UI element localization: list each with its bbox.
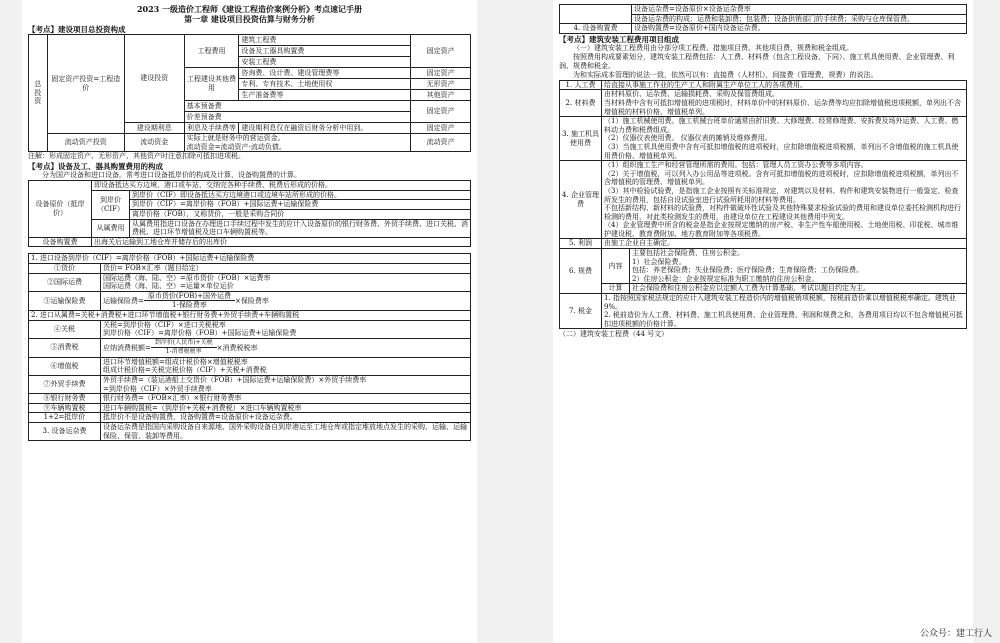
formula-cell xyxy=(101,338,471,357)
table-cell-line: 包括：养老保险费；失业保险费；医疗保险费；生育保险费；工伤保险费。 xyxy=(632,266,863,275)
table-cell: 设备运杂费=设备原价×设备运杂费率 xyxy=(632,5,967,15)
table-cell: 内容 xyxy=(602,249,630,284)
fraction-numerator: 原币货价(FOB)+国外运费 xyxy=(144,292,235,302)
table-cell-line: 进口环节增值税额=组成计税价格×增值税税率 xyxy=(103,357,248,366)
table-cell-line: 国际运费（海、陆、空）=运量×单位运价 xyxy=(103,282,234,291)
section-heading: 【考点】建设项目总投资构成 xyxy=(28,25,126,34)
table-cell xyxy=(101,273,471,291)
table-cell: ③运输保险费 xyxy=(29,291,101,310)
table-cell-line: 2. 税前造价为人工费、材料费、施工机具使用费、企业管理费、利润和规费之和，各费用项目均以不包含增值税可抵扣进项税额的价格计算。 xyxy=(604,311,963,328)
table-cell: 银行财务费=（FOB×汇率）×银行财务费率 xyxy=(101,394,471,404)
table-cell-line: （3）当施工机具使用费中含有可抵扣增值税的进项税时，应扣除增值税进项税额，单列出不含增值税的施工机具使用费价格、增值税单列。 xyxy=(604,142,959,160)
table-cell-line: 外贸手续费=（装运港船上交货价（FOB）+国际运费+运输保险费）×外贸手续费率 xyxy=(103,376,367,385)
table-cell: 1+2=抵岸价 xyxy=(29,413,101,423)
table-cell: 出海关后运输到工地仓库并储存后的出库价 xyxy=(92,237,471,247)
table-cell: 5. 利润 xyxy=(560,239,602,249)
table-cell xyxy=(602,117,967,161)
table-cell-line: 主要包括社会保险费、住房公积金。 xyxy=(632,249,744,258)
formula-suffix: ×保险费率 xyxy=(234,296,269,305)
left-document-page xyxy=(22,0,477,643)
table-cell-line: 1）社会保险费。 xyxy=(632,257,686,266)
table-cell: 社会保险费和住房公积金应以定额人工费为计算基础，考试以题目约定为主。 xyxy=(630,284,967,294)
construction-cost-table xyxy=(559,80,967,330)
table-cell: 工程费用 xyxy=(184,35,239,68)
table-cell: ①货价 xyxy=(29,263,101,273)
table-cell-line: 流动资金=流动资产-流动负债。 xyxy=(186,142,286,151)
fraction xyxy=(151,339,217,357)
table-cell: 固定资产 xyxy=(411,123,471,134)
paragraph: 按照费用构成要素划分，建筑安装工程费包括：人工费、材料费（包含工程设备，下同）、施工机具使用费、企业管理费、利润、规费和税金。 xyxy=(559,52,955,70)
table-cell-line: （3）其中检验试验费，是指施工企业按照有关标准规定，对建筑以及材料、构件和建筑安装物进行一般鉴定、检查所发生的费用，包括自设试验室进行试验所耗用的材料等费用。 xyxy=(604,186,959,204)
table-cell-line: 组成计税价格=关税完税价格（CIF）+关税+消费税 xyxy=(103,366,267,375)
table-cell: 1. 进口设备到岸价（CIF）=离岸价格（FOB）+国际运费+运输保险费 xyxy=(29,254,471,264)
table-cell: 进口车辆购置税=（到岸价+关税+消费税）×进口车辆购置税率 xyxy=(101,403,471,413)
table-cell: 设备及工器具购置费 xyxy=(239,46,411,57)
table-cell: ⑨车辆购置税 xyxy=(29,403,101,413)
table-cell: 其他资产 xyxy=(411,90,471,101)
fraction-denominator: 1-保险费率 xyxy=(172,301,207,310)
table-cell: 工程建设其他费用 xyxy=(184,68,239,101)
formula-suffix: ×消费税税率 xyxy=(216,343,258,352)
total-investment-table xyxy=(28,34,471,152)
table-cell xyxy=(602,294,967,329)
equipment-price-table xyxy=(28,180,471,247)
table-cell-line: 实际上就是财务中的营运资金。 xyxy=(186,134,285,142)
table-cell-line: 到岸价格（CIF）=离岸价格（FOB）+国际运费+运输保险费 xyxy=(103,329,297,338)
table-cell-line: 1. 指按照国家税法规定的应计入建筑安装工程造价内的增值税销项税额，按税前造价乘以增值税税率确定。建筑业 9%。 xyxy=(604,294,956,311)
table-cell: 建设投资 xyxy=(124,35,184,123)
formula-prefix: 应纳消费税额= xyxy=(103,343,151,352)
table-cell-line: =到岸价格（CIF）×外贸手续费率 xyxy=(103,384,212,393)
table-cell xyxy=(101,376,471,394)
section-heading: 【考点】设备及工、器具购置费用的构成 xyxy=(28,162,163,172)
formula-cell xyxy=(101,291,471,310)
chapter-title: 第一章 建设项目投资估算与财务分析 xyxy=(184,14,315,24)
table-cell: ④关税 xyxy=(29,320,101,338)
table-cell: ⑧银行财务费 xyxy=(29,394,101,404)
table-cell xyxy=(560,5,632,24)
right-document-page xyxy=(553,0,973,643)
table-cell: 设备原价（抵岸价） xyxy=(29,181,92,238)
table-cell: 建筑工程费 xyxy=(239,35,411,46)
equipment-freight-table xyxy=(559,4,967,34)
fraction xyxy=(144,292,235,310)
section-heading: 【考点】建筑安装工程费用项目组成 xyxy=(559,34,679,44)
note-text: 注解：形成固定资产、无形资产、其他资产时注意扣除可抵扣进项税。 xyxy=(28,152,245,161)
table-cell: 由施工企业自主确定。 xyxy=(602,239,967,249)
table-cell: 总投资 xyxy=(29,35,48,152)
table-cell-line: 当材料费中含有可抵扣增值税的进项税时，材料单价中的材料原价、运杂费等均应扣除增值税进项税额，单列出不含增值税的材料价格、增值税单列。 xyxy=(604,98,961,116)
table-cell: ⑦外贸手续费 xyxy=(29,376,101,394)
table-cell: 流动资产投资 xyxy=(47,134,124,152)
table-cell: ⑥增值税 xyxy=(29,357,101,375)
table-cell xyxy=(101,320,471,338)
table-cell xyxy=(101,357,471,375)
table-cell: 到岸价（CIF）即设备抵达买方边境港口或边境车站所形成的价格。 xyxy=(130,190,471,200)
table-cell: 6. 规费 xyxy=(560,249,602,294)
table-cell: 固定资产投资=工程造价 xyxy=(47,35,124,134)
table-cell: 流动资产 xyxy=(411,134,471,152)
table-cell: 固定资产 xyxy=(411,35,471,68)
table-cell: 给直接从事施工作业的生产工人和附属生产单位工人的各项费用。 xyxy=(602,80,967,90)
table-cell: 基本预备费 xyxy=(184,101,411,112)
formula-prefix: 运输保险费= xyxy=(103,296,144,305)
paragraph: 分为国产设备和进口设备。常考进口设备抵岸价的构成及计算，设备购置费的计算。 xyxy=(42,171,301,180)
table-cell: 生产准备费等 xyxy=(239,90,411,101)
table-cell-line: 关税=到岸价格（CIF）×进口关税税率 xyxy=(103,320,226,329)
table-cell: 设备购置费 xyxy=(29,237,92,247)
table-cell: 固定资产 xyxy=(411,68,471,79)
table-cell: 到岸价（CIF）=离岸价格（FOB）+国际运费+运输保险费 xyxy=(130,200,471,210)
table-cell: 计算 xyxy=(602,284,630,294)
table-cell: 建设期利息 xyxy=(124,123,184,134)
table-cell-line: （1）组织施工生产和经营管理所需的费用。包括：管理人员工资办公费等多项内容。 xyxy=(604,161,868,170)
table-cell-line: （1）施工机械使用费。施工机械台班单价通常由折旧费、大修理费、经常修理费、安拆费及场外运费、人工费、燃料动力费和税费组成。 xyxy=(604,117,959,134)
footer-watermark: 公众号：建工行人 xyxy=(919,629,992,639)
import-cost-table xyxy=(28,253,471,441)
table-cell: 咨询费、设计费、建设管理费等 xyxy=(239,68,411,79)
table-cell: 到岸价（CIF） xyxy=(92,190,130,219)
table-cell: 7. 税金 xyxy=(560,294,602,329)
table-cell: 建设期利息仅在融资后财务分析中用到。 xyxy=(239,123,411,134)
table-cell: 2. 进口从属费=关税+消费税+进口环节增值税+银行财务费+外贸手续费+车辆购置税 xyxy=(29,310,471,320)
table-cell: 设备购置费=设备原价+国内设备运杂费。 xyxy=(632,24,967,34)
table-cell: 专利、专有技术、土地使用权 xyxy=(239,79,411,90)
table-cell: 抵岸价不是设备购置费，设备购置费=设备原价+设备运杂费。 xyxy=(101,413,471,423)
table-cell xyxy=(184,134,411,152)
table-cell-line: 国际运费（海、陆、空）=原币货价（FOB）×运费率 xyxy=(103,273,271,282)
table-cell: 离岸价格（FOB），又称货价，一般是采购合同价 xyxy=(130,209,471,219)
paragraph: 为和实际成本管理的说法一致，依然可以有：直接费（人材机），间接费（管理费，规费）的说法。 xyxy=(573,70,878,79)
table-cell: 利息及手续费等 xyxy=(184,123,239,134)
table-cell: 固定资产 xyxy=(411,101,471,123)
table-cell: 3. 施工机具使用费 xyxy=(560,117,602,161)
table-cell: 2. 材料费 xyxy=(560,90,602,117)
fraction-numerator: 到岸价(人民币)+关税 xyxy=(151,339,217,349)
table-cell: 安装工程费 xyxy=(239,57,411,68)
table-cell: 4. 设备购置费 xyxy=(560,24,632,34)
table-cell: 价差预备费 xyxy=(184,112,411,123)
table-cell: 无形资产 xyxy=(411,79,471,90)
table-cell xyxy=(602,90,967,117)
table-cell: 4. 企业管理费 xyxy=(560,161,602,239)
table-cell: 设备运杂费的构成：运费和装卸费；包装费；设备供销部门的手续费；采购与仓库保管费。 xyxy=(632,14,967,24)
table-cell xyxy=(630,249,967,284)
paragraph: （一）建筑安装工程费用由分部分项工程费、措施项目费、其他项目费、规费和税金组成。 xyxy=(573,43,853,52)
table-cell-line: 由材料原价、运杂费、运输损耗费、采购及保管费组成。 xyxy=(604,90,779,99)
table-cell: ⑤消费税 xyxy=(29,338,101,357)
table-cell: 流动资金 xyxy=(124,134,184,152)
table-cell: 1. 人工费 xyxy=(560,80,602,90)
table-cell-line: （2）关于增值税，可以列入办公用品等进项税。含有可抵扣增值税的进项税时，应扣除增值税进项税额，单列出不含增值税的管理费、增值税单列。 xyxy=(604,169,959,187)
table-cell-line: （2）仪器仪表使用费。 仪器仪表的摊销及维修费用。 xyxy=(604,134,772,143)
document-title: 2023 一级造价工程师《建设工程造价案例分析》考点速记手册 xyxy=(136,4,363,14)
fraction-denominator: 1-消费税税率 xyxy=(165,348,202,356)
table-cell: 从属费用指进口设备在办理进口手续过程中发生的应计入设备原价的银行财务费、外贸手续费、进口关税、消费税、进口环节增值税及进口车辆购置税等。 xyxy=(130,219,471,237)
table-cell-line: 不包括新结构、新材料的试验费，对构件做破坏性试验及其他特殊要求检验试验的费用和建设单位委托检测机构进行检测的费用，对此类检测发生的费用，由建设单位在工程建设其他费用中列支。 xyxy=(604,204,961,221)
table-cell-line: 2）住房公积金：企业按规定标准为职工缴纳的住房公积金。 xyxy=(632,274,819,283)
table-cell: 即设备抵达买方边境、港口或车站，交纳完各种手续费、税费后形成的价格。 xyxy=(92,181,471,191)
paragraph: （二）建筑安装工程费（44 号文） xyxy=(559,330,669,339)
table-cell: ②国际运费 xyxy=(29,273,101,291)
table-cell: 设备运杂费是指国内采购设备自来源地、国外采购设备自到岸港运至工地仓库或指定堆放地点发生的采购、运输、运输保险、保管、装卸等费用。 xyxy=(101,423,471,441)
table-cell: 从属费用 xyxy=(92,219,130,237)
table-cell: 货价= FOB×汇率（题目给定） xyxy=(101,263,471,273)
table-cell: 3. 设备运杂费 xyxy=(29,423,101,441)
table-cell-line: （4）企业管理费中所含的税金是指企业按规定缴纳的房产税、非生产性车船使用税、土地使用税、印花税、城市维护建设税、教育费附加、地方教育附加等各项税费。 xyxy=(604,221,959,238)
table-cell xyxy=(602,161,967,239)
